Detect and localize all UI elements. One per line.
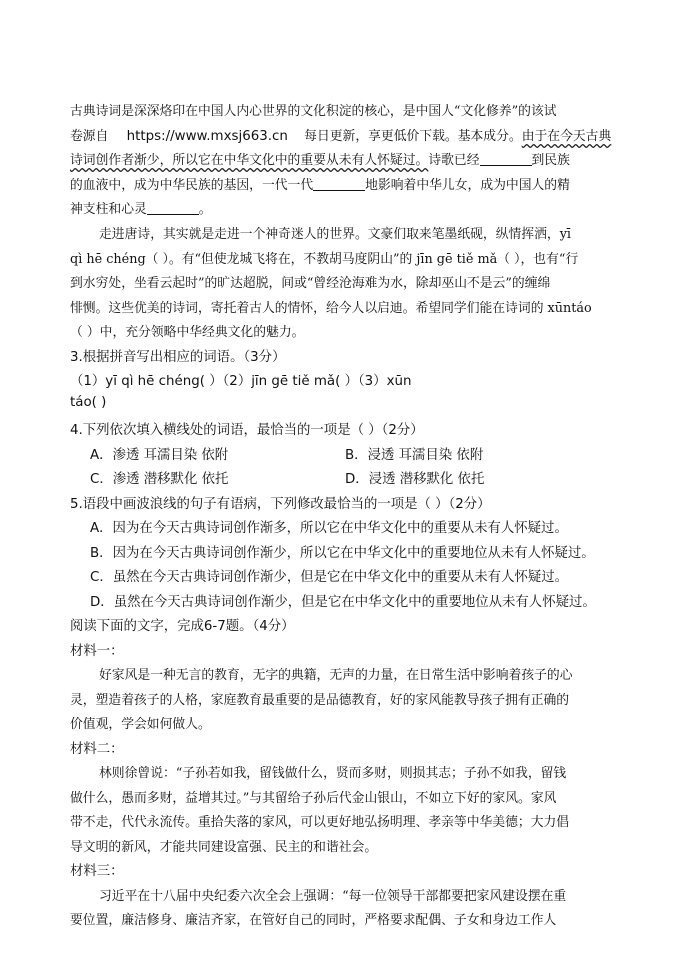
q5-option-b: B．因为在今天古典诗词创作渐少，所以它在中华文化中的重要地位从未有人怀疑过。 [90, 546, 595, 561]
passage2-line1: 走进唐诗，其实就是走进一个神奇迷人的世界。文豪们取来笔墨纸砚，纵情挥洒，yī [99, 227, 572, 242]
passage1-l4b: 地影响着中华儿女，成为中国人的精 [365, 178, 570, 193]
material1-title: 材料一： [70, 644, 124, 659]
q3-title: 3.根据拼音写出相应的词语。（3分） [70, 350, 286, 365]
material1-line1: 好家风是一种无言的教育，无字的典籍，无声的力量，在日常生活中影响着孩子的心 [99, 668, 573, 683]
q5-title: 5.语段中画波浪线的句子有语病，下列修改最恰当的一项是（ ）（2分） [70, 497, 491, 512]
wavy-sentence-part2: 诗词创作者渐少，所以它在中华文化中的重要从未有人怀疑过。 [70, 153, 429, 168]
material3-line2: 要位置，廉洁修身、廉洁齐家，在管好自己的同时，严格要求配偶、子女和身边工作人 [70, 913, 557, 928]
q3-answer-line1: （1）yī qì hē chéng( ）（2）jīn gē tiě mǎ( ）（3）xūn [70, 374, 412, 389]
wavy-sentence-part1: 由于在今天古典 [521, 129, 612, 144]
reading-intro: 阅读下面的文字，完成6-7题。（4分） [70, 619, 295, 634]
passage1-line3 [70, 149, 570, 168]
passage1-line1: 古典诗词是深深烙印在中国人内心世界的文化积淀的核心，是中国人“文化修养”的该试 [70, 104, 557, 119]
q4-option-a: A．渗透 耳濡目染 依附 [90, 448, 229, 463]
q3-answer-line2: táo( ) [70, 395, 107, 410]
material3-line1: 习近平在十八届中央纪委六次全会上强调：“每一位领导干部都要把家风建设摆在重 [99, 889, 567, 904]
q5-option-d: D．虽然在今天古典诗词创作渐少，但是它在中华文化中的重要地位从未有人怀疑过。 [90, 595, 596, 610]
passage1-l5a: 神支柱和心灵 [70, 202, 147, 217]
blank-3 [147, 201, 199, 215]
blank-1 [480, 152, 532, 166]
q4-option-b: B．浸透 耳濡目染 依附 [345, 448, 484, 463]
q5-option-a: A．因为在今天古典诗词创作渐多，所以它在中华文化中的重要从未有人怀疑过。 [90, 521, 568, 536]
q4-option-c: C．渗透 潜移默化 依托 [90, 472, 229, 487]
material2-line4: 导文明的新风，才能共同建设富强、民主的和谐社会。 [70, 840, 378, 855]
passage1-l2a: 卷源自 [70, 129, 109, 144]
passage1-line5 [70, 198, 212, 217]
passage1-l2c: 每日更新，享更低价下载。基本成分。 [304, 129, 522, 144]
q5-option-c: C．虽然在今天古典诗词创作渐少，但是它在中华文化中的重要从未有人怀疑过。 [90, 570, 569, 585]
passage1-l3c: 到民族 [531, 153, 570, 168]
passage1-line2 [70, 125, 611, 144]
material1-line2: 灵，塑造着孩子的人格，家庭教育最重要的是品德教育，好的家风能教导孩子拥有正确的 [70, 693, 570, 708]
material2-line3: 带不走，代代永流传。重拾失落的家风，可以更好地弘扬明理、孝亲等中华美德；大力倡 [70, 815, 570, 830]
passage2-line4: 悱恻。这些优美的诗词，寄托着古人的情怀，给今人以启迪。希望同学们能在诗词的 xūntáo [70, 301, 592, 316]
q4-option-d: D．浸透 潜移默化 依托 [345, 472, 485, 487]
blank-2 [313, 177, 365, 191]
material1-line3: 价值观，学会如何做人。 [70, 717, 211, 732]
q4-title: 4.下列依次填入横线处的词语，最恰当的一项是（ ）（2分） [70, 423, 424, 438]
source-url: https://www.mxsj663.cn [126, 129, 288, 144]
passage2-line3: 到水穷处，坐看云起时”的旷达超脱，间或“曾经沧海难为水，除却巫山不是云”的缠绵 [70, 276, 551, 291]
passage2-line2: qì hē chéng（ ）。有“但使龙城飞将在，不教胡马度阴山”的 jīn gē tiě mǎ（ ），也有“行 [70, 252, 579, 267]
passage1-l4a: 的血液中，成为中华民族的基因，一代一代 [70, 178, 314, 193]
material2-line1: 林则徐曾说：“子孙若如我，留钱做什么，贤而多财，则损其志；子孙不如我，留钱 [99, 766, 567, 781]
passage1-l3b: 诗歌已经 [428, 153, 480, 168]
material3-title: 材料三： [70, 864, 124, 879]
passage1-l5b: 。 [198, 202, 212, 217]
passage1-line4 [70, 174, 570, 193]
material2-line2: 做什么，愚而多财，益增其过。”与其留给子孙后代金山银山，不如立下好的家风。家风 [70, 791, 557, 806]
material2-title: 材料二： [70, 742, 124, 757]
passage2-line5: （ ）中，充分领略中华经典文化的魅力。 [70, 325, 305, 340]
